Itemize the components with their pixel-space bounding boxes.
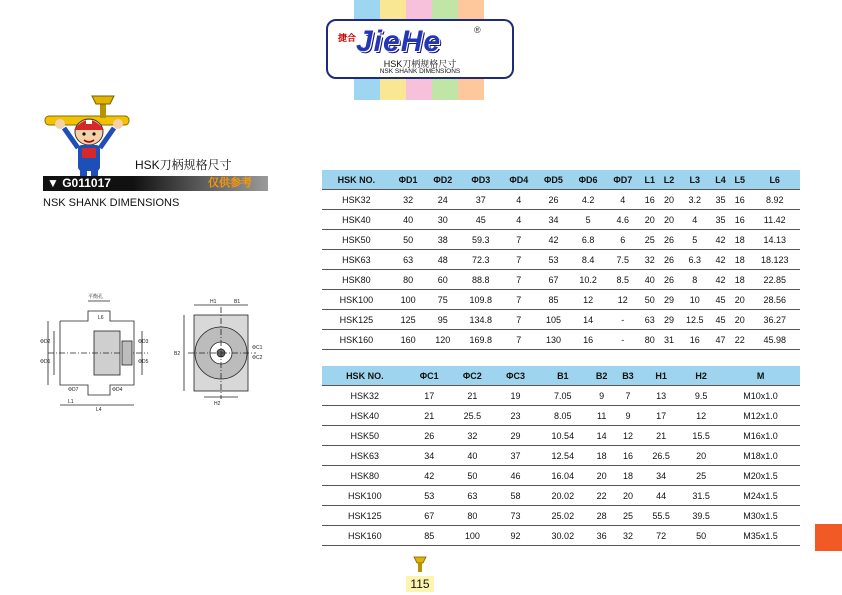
table-cell: 4 [679,210,711,230]
table-cell: 18.123 [749,250,800,270]
column-header: ΦD7 [605,170,640,190]
table-cell: 38 [425,230,460,250]
table-cell: 100 [451,526,494,546]
table-cell: 7.05 [537,386,588,406]
registered-mark: ® [474,25,481,35]
svg-text:ΦD1: ΦD1 [40,359,51,365]
table-cell: 40 [640,270,659,290]
table-cell: 12 [605,290,640,310]
svg-text:L1: L1 [68,399,74,405]
table-cell: HSK40 [322,210,391,230]
table-cell: 53 [408,486,451,506]
column-header: ΦD4 [501,170,536,190]
table-cell: 63 [391,250,426,270]
table-cell: HSK50 [322,230,391,250]
table-cell: 35 [711,190,730,210]
table-cell: M35x1.5 [721,526,800,546]
column-header: H1 [641,366,681,386]
table-cell: 60 [425,270,460,290]
table-cell: 31 [659,330,678,350]
table-cell: 5 [571,210,606,230]
table-row [322,250,800,270]
table-row [322,270,800,290]
table-cell: 80 [391,270,426,290]
column-header: ΦD2 [425,170,460,190]
table-cell: 50 [681,526,721,546]
table-cell: 80 [640,330,659,350]
svg-text:ΦC1: ΦC1 [252,345,263,351]
table-cell: 22.85 [749,270,800,290]
table-cell: 80 [451,506,494,526]
table-cell: 12.5 [679,310,711,330]
table-header-row [322,366,800,386]
table-cell: 26 [536,190,571,210]
table-cell: 105 [536,310,571,330]
table-cell: 42 [711,230,730,250]
table-row [322,446,800,466]
table-cell: 15.5 [681,426,721,446]
table-cell: 20 [659,210,678,230]
table-cell: 7 [501,330,536,350]
table-cell: 9.5 [681,386,721,406]
logo-cn-text: 捷合 [338,33,357,43]
table-cell: HSK63 [322,250,391,270]
table-cell: 29 [659,310,678,330]
table-cell: 16.04 [537,466,588,486]
table-cell: 134.8 [460,310,501,330]
table-cell: 13 [641,386,681,406]
table-row [322,406,800,426]
table-cell: 59.3 [460,230,501,250]
svg-text:ΦD7: ΦD7 [68,387,79,393]
table-cell: 44 [641,486,681,506]
table-row [322,426,800,446]
table-cell: 18 [730,250,749,270]
table-cell: 22 [589,486,615,506]
table-cell: 6.3 [679,250,711,270]
table-row [322,290,800,310]
table-cell: 6 [605,230,640,250]
column-header: H2 [681,366,721,386]
column-header: ΦD3 [460,170,501,190]
table-cell: HSK100 [322,290,391,310]
column-header: HSK NO. [322,366,408,386]
table-cell: 34 [408,446,451,466]
table-cell: 12 [615,426,641,446]
table-cell: M20x1.5 [721,466,800,486]
table-cell: 14 [571,310,606,330]
table-cell: 8.4 [571,250,606,270]
svg-text:ΦD4: ΦD4 [112,387,123,393]
table-cell: 21 [451,386,494,406]
column-header: ΦD6 [571,170,606,190]
column-header: L6 [749,170,800,190]
table-cell: 20 [640,210,659,230]
column-header: M [721,366,800,386]
table-cell: 36.27 [749,310,800,330]
svg-text:H2: H2 [214,401,221,407]
table-cell: 20 [615,486,641,506]
table-cell: 63 [640,310,659,330]
table-cell: 125 [391,310,426,330]
table-cell: 39.5 [681,506,721,526]
logo-wordmark: JieHe [356,25,442,58]
table-cell: 45 [711,290,730,310]
table-cell: HSK80 [322,466,408,486]
table-cell: 7 [501,270,536,290]
table-cell: 50 [640,290,659,310]
table-cell: 45.98 [749,330,800,350]
column-header: L4 [711,170,730,190]
table-cell: 26.5 [641,446,681,466]
table-row [322,486,800,506]
table-cell: 29 [494,426,537,446]
svg-text:ΦC2: ΦC2 [252,355,263,361]
svg-text:ΦD3: ΦD3 [138,339,149,345]
table-cell: 17 [408,386,451,406]
table-cell: 8.5 [605,270,640,290]
table-cell: 50 [451,466,494,486]
table-cell: 8 [679,270,711,290]
table-cell: 19 [494,386,537,406]
header-title-en: NSK SHANK DIMENSIONS [379,68,461,75]
table-cell: 18 [730,230,749,250]
table-cell: 42 [536,230,571,250]
table-row [322,190,800,210]
table-row [322,386,800,406]
table-cell: 6.8 [571,230,606,250]
table-cell: HSK125 [322,506,408,526]
table-cell: 23 [494,406,537,426]
table-row [322,330,800,350]
column-header: L2 [659,170,678,190]
table-cell: 12 [571,290,606,310]
table-cell: 169.8 [460,330,501,350]
table-cell: 88.8 [460,270,501,290]
table-cell: 4 [501,190,536,210]
table-cell: 25.5 [451,406,494,426]
table-cell: 11 [589,406,615,426]
table-cell: 85 [536,290,571,310]
table-cell: 14 [589,426,615,446]
table-cell: 67 [408,506,451,526]
catalog-code: ▼ G011017 [47,176,111,190]
table-cell: 20 [681,446,721,466]
table-cell: 67 [536,270,571,290]
table-cell: 30 [425,210,460,230]
table-cell: 18 [589,446,615,466]
table-cell: 32 [615,526,641,546]
table-cell: 100 [391,290,426,310]
table-cell: 25 [681,466,721,486]
table-cell: HSK125 [322,310,391,330]
table-cell: 20.02 [537,486,588,506]
table-cell: 55.5 [641,506,681,526]
svg-text:ΦD5: ΦD5 [138,359,149,365]
mascot-illustration [40,90,150,190]
table-cell: 9 [615,406,641,426]
table-cell: 37 [494,446,537,466]
table-cell: 3.2 [679,190,711,210]
table-cell: 7 [501,290,536,310]
table-cell: 95 [425,310,460,330]
table-cell: 31.5 [681,486,721,506]
table-cell: M24x1.5 [721,486,800,506]
table-cell: 25 [640,230,659,250]
column-header: ΦD1 [391,170,426,190]
table-row [322,210,800,230]
table-cell: 28.56 [749,290,800,310]
table-cell: 5 [679,230,711,250]
table-cell: 29 [659,290,678,310]
table-cell: 45 [460,210,501,230]
table-cell: 160 [391,330,426,350]
table-cell: 4 [605,190,640,210]
table-cell: 4 [501,210,536,230]
column-header: B1 [537,366,588,386]
table-cell: 32 [640,250,659,270]
table-cell: HSK32 [322,190,391,210]
table-cell: 58 [494,486,537,506]
table-cell: 130 [536,330,571,350]
table-cell: 46 [494,466,537,486]
column-header: ΦC3 [494,366,537,386]
table-cell: 16 [730,190,749,210]
table-cell: 11.42 [749,210,800,230]
table-cell: 42 [711,270,730,290]
column-header: B3 [615,366,641,386]
table-cell: 7 [501,230,536,250]
table-cell: 7 [501,250,536,270]
section-title-cn: HSK刀柄规格尺寸 [135,158,232,172]
table-cell: 16 [640,190,659,210]
table-cell: HSK63 [322,446,408,466]
table-cell: 7 [615,386,641,406]
section-subtitle-en: NSK SHANK DIMENSIONS [43,197,180,209]
table-cell: 4.2 [571,190,606,210]
column-header: L1 [640,170,659,190]
table-cell: 32 [391,190,426,210]
table-cell: 10.54 [537,426,588,446]
svg-text:B1: B1 [234,299,241,305]
table-cell: HSK80 [322,270,391,290]
table-row [322,466,800,486]
table-cell: - [605,310,640,330]
header-title-cn: HSK刀柄规格尺寸 [383,59,457,69]
table-cell: 40 [391,210,426,230]
table-cell: 26 [659,230,678,250]
table-cell: 24 [425,190,460,210]
table-cell: 12.54 [537,446,588,466]
table-cell: 36 [589,526,615,546]
table-cell: HSK160 [322,330,391,350]
table-cell: 20 [730,290,749,310]
table-cell: HSK100 [322,486,408,506]
table-cell: 25 [615,506,641,526]
table-cell: 72 [641,526,681,546]
svg-text:ΦD2: ΦD2 [40,339,51,345]
table-cell: 17 [641,406,681,426]
table-cell: 53 [536,250,571,270]
svg-text:B2: B2 [174,351,181,357]
section-tab-marker [815,524,842,551]
dimensions-table-d-l [322,170,800,350]
table-cell: 16 [571,330,606,350]
table-cell: 8.05 [537,406,588,426]
table-header-row [322,170,800,190]
drawing-top-label: 平衡孔 [88,294,104,300]
table-cell: 18 [615,466,641,486]
catalog-code-bar [43,176,268,191]
table-cell: 40 [451,446,494,466]
table-cell: 26 [659,270,678,290]
column-header: HSK NO. [322,170,391,190]
table-cell: 12 [681,406,721,426]
table-cell: 26 [659,250,678,270]
table-cell: HSK160 [322,526,408,546]
dimensions-table-c-b-h [322,366,800,546]
table-cell: 16 [615,446,641,466]
table-cell: 50 [391,230,426,250]
table-cell: 20 [730,310,749,330]
table-cell: 42 [408,466,451,486]
table-cell: 63 [451,486,494,506]
column-header: L3 [679,170,711,190]
table-cell: 16 [679,330,711,350]
table-cell: 30.02 [537,526,588,546]
table-cell: 73 [494,506,537,526]
table-cell: 120 [425,330,460,350]
table-cell: 18 [730,270,749,290]
table-cell: 47 [711,330,730,350]
svg-text:L6: L6 [98,315,104,321]
table-cell: M18x1.0 [721,446,800,466]
table-cell: 9 [589,386,615,406]
shank-technical-drawing [38,293,308,413]
table-cell: HSK50 [322,426,408,446]
table-cell: 109.8 [460,290,501,310]
table-cell: 28 [589,506,615,526]
table-cell: - [605,330,640,350]
table-cell: M12x1.0 [721,406,800,426]
table-cell: 42 [711,250,730,270]
svg-text:L4: L4 [96,407,102,413]
reference-note: 仅供参考 [208,177,252,189]
table-cell: 48 [425,250,460,270]
table-row [322,506,800,526]
table-cell: 22 [730,330,749,350]
table-cell: 26 [408,426,451,446]
page-number: 115 [406,576,434,592]
table-cell: 4.6 [605,210,640,230]
column-header: B2 [589,366,615,386]
column-header: ΦC1 [408,366,451,386]
table-cell: 8.92 [749,190,800,210]
table-cell: 37 [460,190,501,210]
svg-text:H1: H1 [210,299,217,305]
table-cell: 10 [679,290,711,310]
table-cell: HSK32 [322,386,408,406]
column-header: ΦD5 [536,170,571,190]
table-cell: M10x1.0 [721,386,800,406]
table-cell: 16 [730,210,749,230]
table-cell: 20 [589,466,615,486]
table-cell: 32 [451,426,494,446]
table-cell: M30x1.5 [721,506,800,526]
table-cell: 21 [408,406,451,426]
table-cell: 34 [536,210,571,230]
column-header: ΦC2 [451,366,494,386]
table-cell: 75 [425,290,460,310]
column-header: L5 [730,170,749,190]
table-cell: 85 [408,526,451,546]
table-cell: M16x1.0 [721,426,800,446]
table-row [322,526,800,546]
table-cell: 7 [501,310,536,330]
table-cell: 92 [494,526,537,546]
table-cell: 25.02 [537,506,588,526]
table-cell: 10.2 [571,270,606,290]
table-cell: 7.5 [605,250,640,270]
table-row [322,310,800,330]
table-cell: 45 [711,310,730,330]
table-cell: 20 [659,190,678,210]
brand-logo [326,19,514,79]
table-cell: 72.3 [460,250,501,270]
page-tool-icon [412,555,428,573]
table-row [322,230,800,250]
table-cell: 34 [641,466,681,486]
table-cell: HSK40 [322,406,408,426]
table-cell: 35 [711,210,730,230]
table-cell: 14.13 [749,230,800,250]
table-cell: 21 [641,426,681,446]
